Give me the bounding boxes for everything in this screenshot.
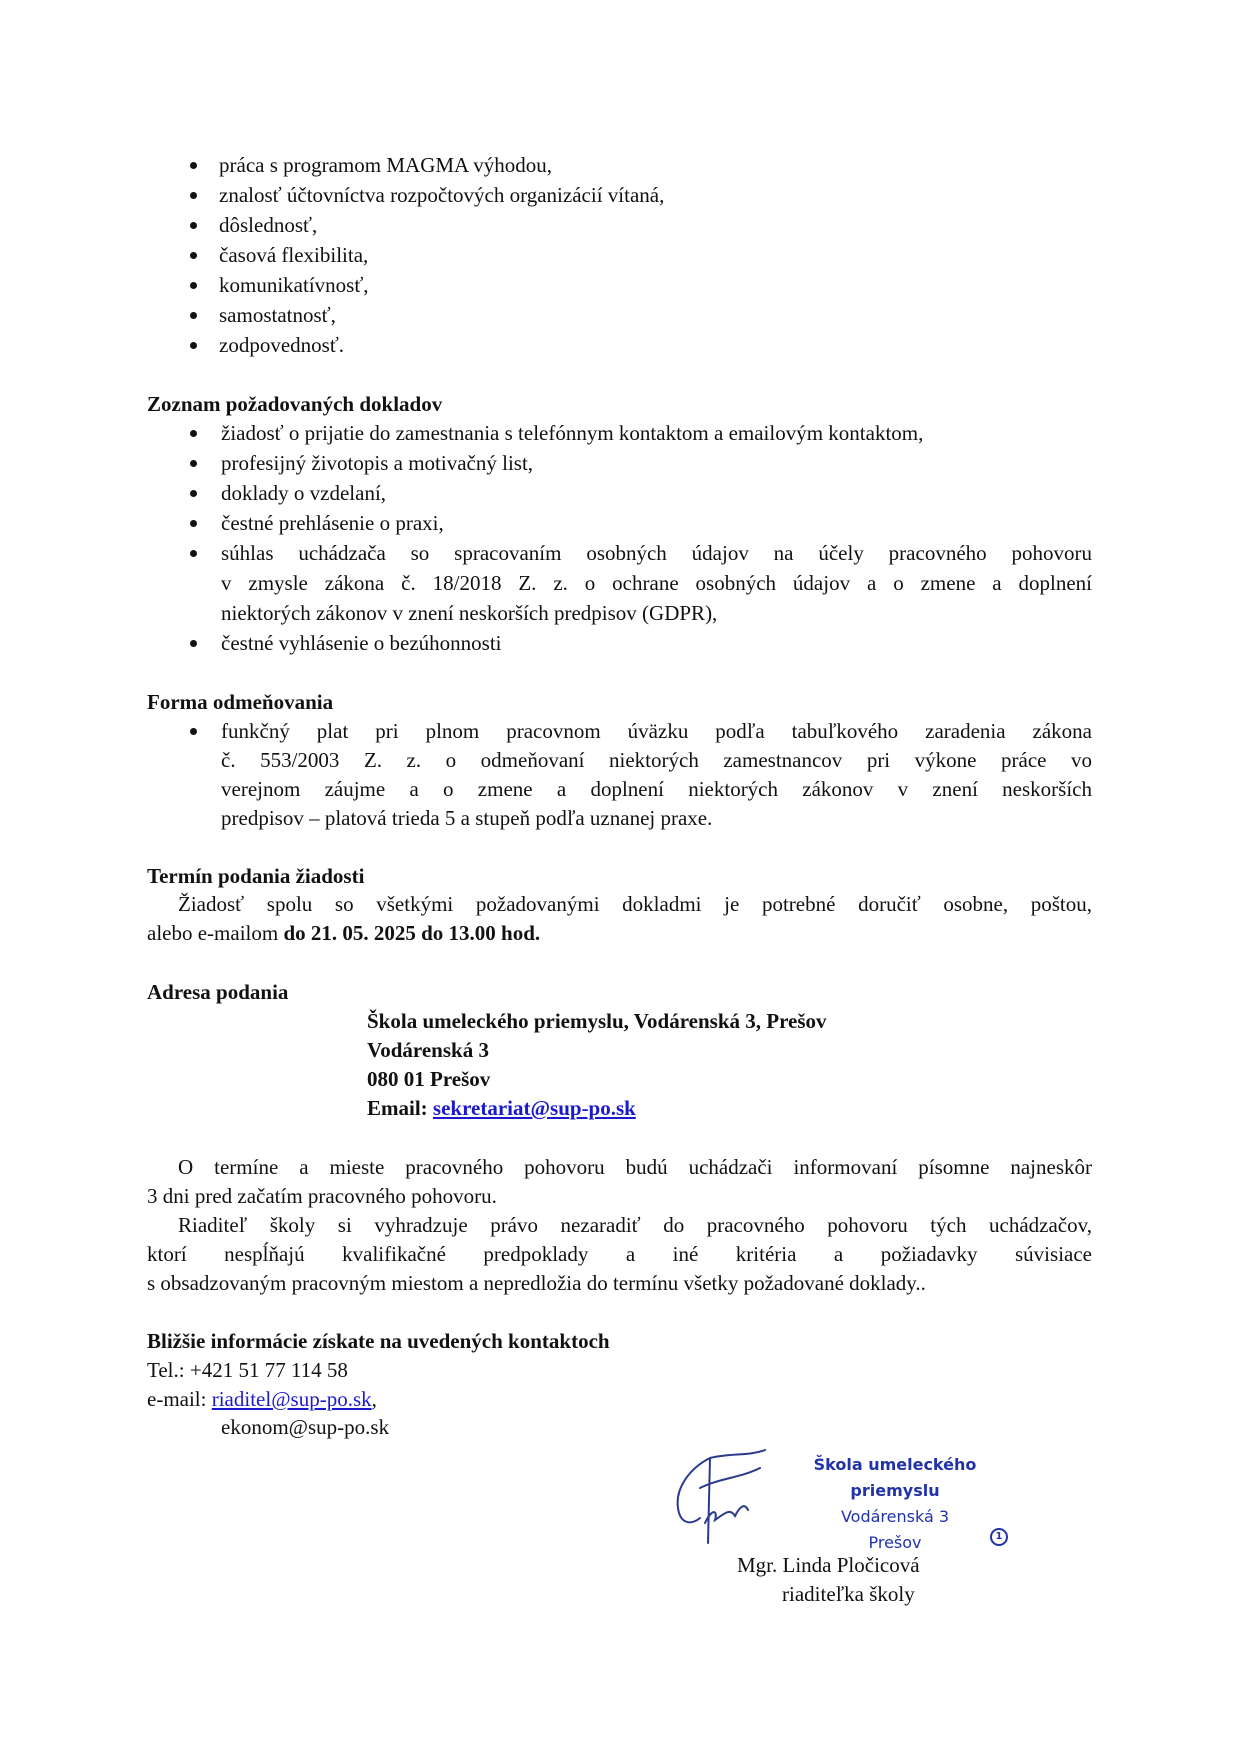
bullet-icon [190, 490, 197, 497]
list-item: profesijný životopis a motivačný list, [221, 451, 534, 475]
handwritten-signature-icon [670, 1448, 780, 1548]
email-line [147, 1385, 377, 1414]
bullet-icon [190, 728, 197, 735]
list-item-line: súhlas uchádzača so spracovaním osobných údajov na účely pracovného pohovoru [221, 541, 1092, 565]
paragraph-line: Riaditeľ školy si vyhradzuje právo nezaradiť do pracovného pohovoru tých uchádzačov, [178, 1213, 1092, 1237]
deadline-prefix: alebo e-mailom [147, 921, 284, 945]
address-city: 080 01 Prešov [367, 1067, 491, 1091]
bullet-icon [190, 282, 197, 289]
section-heading: Forma odmeňovania [147, 690, 334, 714]
bullet-icon [190, 342, 197, 349]
email-link[interactable]: sekretariat@sup-po.sk [432, 1096, 636, 1120]
list-item: žiadosť o prijatie do zamestnania s telefónnym kontaktom a emailovým kontaktom, [221, 421, 924, 445]
list-item-line: v zmysle zákona č. 18/2018 Z. z. o ochrane osobných údajov a o zmene a doplnení [221, 571, 1092, 595]
address-street: Vodárenská 3 [367, 1038, 489, 1062]
paragraph-line: s obsadzovaným pracovným miestom a nepredložia do termínu všetky požadované doklady.. [147, 1271, 926, 1295]
bullet-icon [190, 460, 197, 467]
paragraph-line: predpisov – platová trieda 5 a stupeň podľa uznanej praxe. [221, 806, 713, 830]
bullet-icon [190, 252, 197, 259]
address-name: Škola umeleckého priemyslu, Vodárenská 3, Prešov [367, 1009, 827, 1033]
bullet-icon [190, 222, 197, 229]
signatory-title: riaditeľka školy [782, 1582, 915, 1606]
section-heading: Bližšie informácie získate na uvedených kontaktoch [147, 1329, 610, 1353]
email-suffix: , [371, 1387, 377, 1411]
address-email [367, 1094, 636, 1123]
signatory-name: Mgr. Linda Pločicová [737, 1553, 920, 1577]
email-secondary: ekonom@sup-po.sk [221, 1415, 390, 1439]
email-label: e-mail: [147, 1387, 212, 1411]
bullet-icon [190, 640, 197, 647]
list-item: časová flexibilita, [219, 243, 369, 267]
list-item: doklady o vzdelaní, [221, 481, 387, 505]
paragraph-line: O termíne a mieste pracovného pohovoru budú uchádzači informovaní písomne najneskôr [178, 1155, 1092, 1179]
bullet-icon [190, 162, 197, 169]
section-heading: Adresa podania [147, 980, 289, 1004]
list-item-line: niektorých zákonov v znení neskorších predpisov (GDPR), [221, 601, 718, 625]
paragraph-line: verejnom záujme a o zmene a doplnení niektorých zákonov v znení neskorších [221, 777, 1092, 801]
bullet-icon [190, 192, 197, 199]
email-label: Email: [367, 1096, 433, 1120]
deadline-date: do 21. 05. 2025 do 13.00 hod. [283, 921, 541, 945]
stamp-number-icon: 1 [990, 1528, 1008, 1546]
paragraph-line: č. 553/2003 Z. z. o odmeňovaní niektorých zamestnancov pri výkone práce vo [221, 748, 1092, 772]
paragraph-line: ktorí nespĺňajú kvalifikačné predpoklady a iné kritéria a požiadavky súvisiace [147, 1242, 1092, 1266]
list-item: znalosť účtovníctva rozpočtových organizácií vítaná, [219, 183, 665, 207]
paragraph-line [147, 919, 540, 948]
paragraph-line: 3 dni pred začatím pracovného pohovoru. [147, 1184, 497, 1208]
list-item: zodpovednosť. [219, 333, 345, 357]
stamp-line-2: Vodárenská 3 [840, 1507, 950, 1526]
phone: Tel.: +421 51 77 114 58 [147, 1358, 348, 1382]
section-heading: Zoznam požadovaných dokladov [147, 392, 443, 416]
paragraph-line: Žiadosť spolu so všetkými požadovanými dokladmi je potrebné doručiť osobne, poštou, [178, 892, 1092, 916]
stamp-line-3: Prešov [868, 1533, 922, 1552]
bullet-icon [190, 430, 197, 437]
list-item: čestné prehlásenie o praxi, [221, 511, 444, 535]
school-stamp [775, 1452, 1015, 1556]
email-link[interactable]: riaditel@sup-po.sk [211, 1387, 372, 1411]
paragraph-line: funkčný plat pri plnom pracovnom úväzku podľa tabuľkového zaradenia zákona [221, 719, 1092, 743]
list-item: práca s programom MAGMA výhodou, [219, 153, 553, 177]
bullet-icon [190, 520, 197, 527]
list-item: samostatnosť, [219, 303, 336, 327]
list-item: dôslednosť, [219, 213, 318, 237]
bullet-icon [190, 550, 197, 557]
list-item: komunikatívnosť, [219, 273, 369, 297]
list-item: čestné vyhlásenie o bezúhonnosti [221, 631, 502, 655]
stamp-line-1: Škola umeleckého priemyslu [813, 1455, 977, 1500]
bullet-icon [190, 312, 197, 319]
section-heading: Termín podania žiadosti [147, 864, 365, 888]
